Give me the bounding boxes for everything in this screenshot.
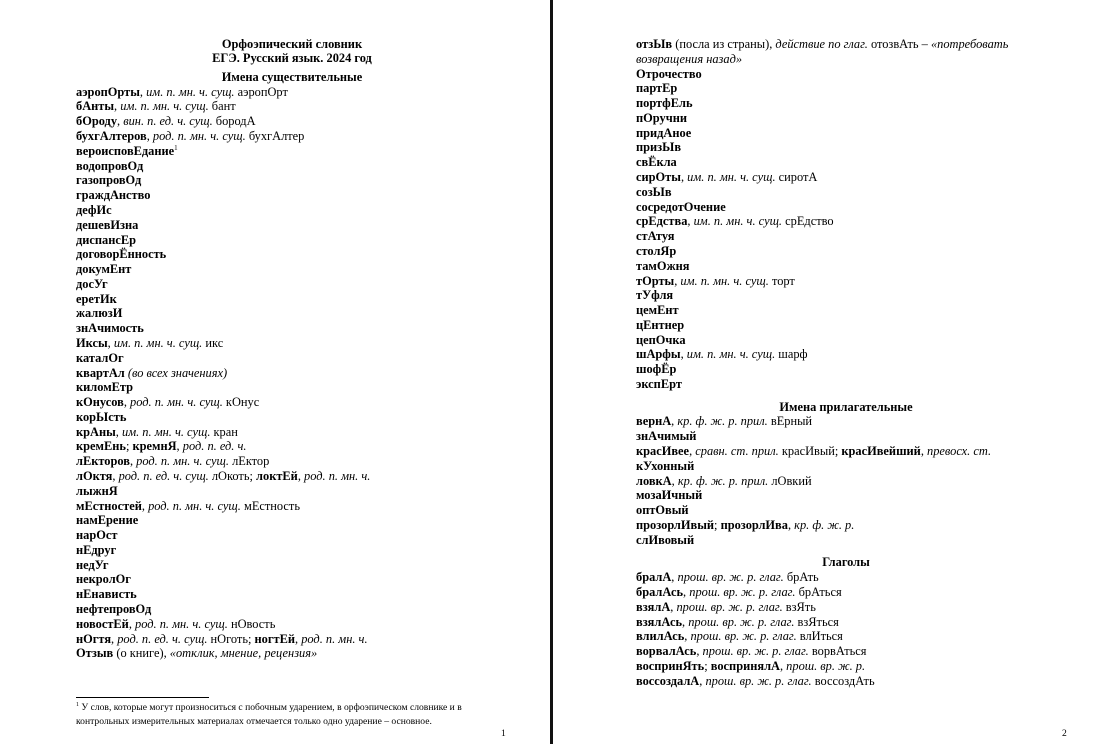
dictionary-entry [76, 587, 508, 602]
headword: лыжнЯ [76, 483, 118, 498]
entry-text: , [671, 473, 678, 488]
entry-text: воссоздАть [811, 673, 875, 688]
headword: воссоздалА [636, 673, 700, 688]
headword: отзЫв [636, 37, 673, 51]
dictionary-entry [636, 244, 1056, 259]
entry-text: , [107, 335, 114, 350]
entry-text: нОвость [227, 616, 276, 631]
dictionary-entry [76, 543, 508, 558]
dictionary-entry [636, 615, 1056, 630]
dictionary-entry [76, 572, 508, 587]
entry-text: , [671, 570, 678, 585]
headword: дешевИзна [76, 217, 139, 232]
entry-text: , [115, 424, 122, 439]
entry-text: , [920, 444, 928, 459]
footnote-ref: 1 [174, 143, 178, 152]
grammar-note: «отклик, мнение, рецензия» [169, 646, 318, 661]
headword: мЕстностей [76, 498, 142, 513]
dictionary-entry [76, 646, 508, 661]
section-title-adjectives: Имена прилагательные [779, 399, 913, 414]
dictionary-entry [636, 644, 1056, 659]
headword: нЕдруг [76, 542, 117, 557]
headword: красИвее [636, 444, 690, 459]
headword: вероисповЕдание [76, 143, 175, 158]
dictionary-entry [636, 503, 1056, 518]
dictionary-entry [636, 318, 1056, 333]
entry-text: , [114, 99, 121, 114]
grammar-note: возвращения назад» [636, 51, 743, 66]
dictionary-entry [76, 395, 508, 410]
headword: договорЁнность [76, 247, 167, 262]
entry-text: , [680, 170, 688, 185]
dictionary-entry [636, 37, 1056, 52]
footnote-separator [76, 697, 209, 698]
headword: оптОвый [636, 503, 689, 518]
dictionary-entry [76, 484, 508, 499]
dictionary-entry [76, 439, 508, 454]
dictionary-entry [76, 410, 508, 425]
entry-text: , [297, 469, 305, 484]
headword: портфЕль [636, 96, 693, 111]
headword: столЯр [636, 243, 677, 258]
entry-text: (о книге), [113, 646, 170, 661]
headword: бралА [636, 570, 672, 585]
dictionary-entry [636, 444, 1056, 459]
dictionary-entry [76, 499, 508, 514]
headword: придАное [636, 125, 692, 140]
footnote [76, 701, 516, 729]
dictionary-entry [636, 259, 1056, 274]
headword: граждАнство [76, 188, 151, 203]
grammar-note: (во всех значениях) [127, 365, 228, 380]
dictionary-entry [76, 203, 508, 218]
footnote-text: У слов, которые могут произноситься с побочным ударением, в орфоэпическом словнике и в контрольных измерительных материалах отмечается только одно ударение – основное. [76, 702, 462, 727]
headword: ногтЕй [254, 631, 295, 646]
headword: мозаИчный [636, 488, 703, 503]
entry-text: , [176, 439, 183, 454]
grammar-note: прош. вр. ж. р. глаг. [689, 584, 796, 599]
headword: аэропОрты [76, 84, 140, 99]
headword: созЫв [636, 184, 672, 199]
dictionary-entry [76, 632, 508, 647]
headword: стАтуя [636, 229, 675, 244]
headword: цепОчка [636, 332, 686, 347]
headword: прозорлИвый [636, 517, 715, 532]
dictionary-entry [76, 218, 508, 233]
entry-text: , [117, 114, 124, 129]
entry-text: кран [210, 424, 238, 439]
dictionary-entry [76, 528, 508, 543]
entry-text: , [687, 214, 694, 229]
grammar-note: им. п. мн. ч. сущ. [693, 214, 783, 229]
dictionary-entry [636, 362, 1056, 377]
headword: тОрты [636, 273, 675, 288]
headword: диспансЕр [76, 232, 137, 247]
dictionary-entry [636, 229, 1056, 244]
grammar-note: род. п. мн. ч. сущ. [135, 616, 228, 631]
entry-text: шарф [775, 347, 808, 362]
dictionary-entry [76, 262, 508, 277]
headword: шофЁр [636, 362, 677, 377]
headword: воспринялА [710, 658, 780, 673]
dictionary-entry [76, 277, 508, 292]
headword: намЕрение [76, 513, 139, 528]
grammar-note: прош. вр. ж. р. [786, 658, 866, 673]
headword: дефИс [76, 202, 112, 217]
footnote-mark: 1 [76, 701, 79, 708]
dictionary-entry [76, 306, 508, 321]
grammar-note: им. п. мн. ч. сущ. [680, 273, 769, 288]
entry-text: бухгАлтер [245, 129, 305, 144]
grammar-note: прош. вр. ж. р. глаг. [677, 570, 784, 585]
headword: влилАсь [636, 629, 685, 644]
dictionary-entry [76, 85, 508, 100]
dictionary-entry [76, 454, 508, 469]
grammar-note: сравн. ст. прил. [695, 444, 779, 459]
entry-text: икс [202, 335, 224, 350]
headword: локтЕй [256, 469, 298, 484]
entry-text: ворвАться [808, 644, 867, 659]
headword: газопровОд [76, 173, 142, 188]
headword: еретИк [76, 291, 117, 306]
grammar-note: род. п. ед. ч. сущ. [118, 469, 209, 484]
dictionary-entry [636, 674, 1056, 689]
dictionary-entry [636, 629, 1056, 644]
headword: прозорлИва [720, 517, 788, 532]
document-title [76, 37, 508, 65]
headword: ворвалАсь [636, 644, 697, 659]
dictionary-entry [636, 81, 1056, 96]
entry-text: , [689, 444, 696, 459]
dictionary-entry [76, 292, 508, 307]
grammar-note: вин. п. ед. ч. сущ. [123, 114, 213, 129]
headword: кУхонный [636, 458, 695, 473]
entry-text: , [787, 517, 795, 532]
entry-text: , [295, 631, 302, 646]
headword: красИвейший [841, 444, 921, 459]
entry-text: , [123, 395, 131, 410]
grammar-note: прош. вр. ж. р. глаг. [676, 599, 783, 614]
grammar-note: им. п. мн. ч. сущ. [113, 335, 203, 350]
dictionary-entry [636, 200, 1056, 215]
headword: корЫсть [76, 409, 127, 424]
headword: каталОг [76, 350, 124, 365]
headword: тУфля [636, 288, 674, 303]
dictionary-entry [636, 170, 1056, 185]
dictionary-entry [636, 347, 1056, 362]
grammar-note: прош. вр. ж. р. глаг. [688, 614, 795, 629]
dictionary-entry [636, 585, 1056, 600]
headword: Отрочество [636, 66, 702, 81]
entry-text: , [128, 616, 136, 631]
headword: вернА [636, 414, 672, 429]
grammar-note: им. п. мн. ч. сущ. [146, 84, 235, 99]
dictionary-entry [76, 247, 508, 262]
dictionary-entry [636, 52, 1056, 67]
page-number: 2 [1062, 728, 1067, 739]
dictionary-entry [636, 155, 1056, 170]
entry-text: бородА [212, 114, 256, 129]
headword: цемЕнт [636, 303, 679, 318]
headword: воспринЯть [636, 658, 705, 673]
entry-text: , [139, 84, 147, 99]
entry-text: лЕктор [228, 454, 270, 469]
page-1-column [76, 37, 508, 661]
headword: некролОг [76, 572, 131, 587]
headword: взялАсь [636, 614, 683, 629]
dictionary-entry [76, 188, 508, 203]
headword: новостЕй [76, 616, 129, 631]
headword: жалюзИ [76, 306, 123, 321]
grammar-note: кр. ф. ж. р. прил. [677, 473, 769, 488]
entry-text: вЕрный [767, 414, 813, 429]
verb-list [636, 570, 1056, 688]
headword: бралАсь [636, 584, 684, 599]
dictionary-entry [76, 469, 508, 484]
entry-text: красИвый; [778, 444, 842, 459]
section-title-nouns: Имена существительные [221, 70, 363, 84]
headword: нЕнависть [76, 587, 137, 602]
headword: водопровОд [76, 158, 144, 173]
dictionary-entry [76, 602, 508, 617]
dictionary-entry [76, 144, 508, 159]
grammar-note: род. п. мн. ч. сущ. [136, 454, 229, 469]
dictionary-entry [636, 414, 1056, 429]
grammar-note: превосх. ст. [927, 444, 992, 459]
headword: ловкА [636, 473, 672, 488]
dictionary-entry [636, 459, 1056, 474]
dictionary-entry [76, 233, 508, 248]
dictionary-entry [636, 659, 1056, 674]
entry-text: , [684, 629, 691, 644]
page-2-column [636, 37, 1056, 688]
entry-text: , [699, 673, 706, 688]
grammar-note: род. п. мн. ч. [301, 631, 368, 646]
adjective-list [636, 414, 1056, 547]
headword: квартАл [76, 365, 125, 380]
noun-list-continued [636, 37, 1056, 392]
entry-text: брАться [795, 584, 842, 599]
grammar-note: им. п. мн. ч. сущ. [687, 170, 776, 185]
headword: призЫв [636, 140, 682, 155]
grammar-note: прош. вр. ж. р. глаг. [690, 629, 797, 644]
headword: недУг [76, 557, 109, 572]
headword: взялА [636, 599, 671, 614]
entry-text: , [682, 614, 689, 629]
dictionary-entry [636, 303, 1056, 318]
entry-text: кОнус [222, 395, 260, 410]
headword: киломЕтр [76, 380, 134, 395]
headword: докумЕнт [76, 262, 132, 277]
entry-text: бант [208, 99, 236, 114]
entry-text: брАть [783, 570, 819, 585]
dictionary-entry [636, 600, 1056, 615]
dictionary-entry [636, 274, 1056, 289]
grammar-note: «потребовать [930, 37, 1009, 51]
headword: цЕнтнер [636, 317, 685, 332]
dictionary-entry [636, 111, 1056, 126]
dictionary-entry [636, 67, 1056, 82]
headword: бАнты [76, 99, 115, 114]
dictionary-entry [636, 429, 1056, 444]
dictionary-entry [636, 488, 1056, 503]
dictionary-entry [636, 96, 1056, 111]
dictionary-entry [76, 617, 508, 632]
dictionary-entry [636, 126, 1056, 141]
entry-text: торт [768, 273, 795, 288]
headword: экспЕрт [636, 376, 682, 391]
grammar-note: кр. ф. ж. р. [794, 517, 855, 532]
grammar-note: род. п. мн. ч. сущ. [130, 395, 223, 410]
noun-list [76, 85, 508, 661]
grammar-note: им. п. мн. ч. сущ. [122, 424, 211, 439]
entry-text: ; [714, 517, 721, 532]
dictionary-entry [636, 214, 1056, 229]
headword: бухгАлтеров [76, 129, 147, 144]
entry-text: (посла из страны), [672, 37, 776, 51]
headword: слИвовый [636, 532, 695, 547]
entry-text: ; [704, 658, 711, 673]
entry-text: , [141, 498, 149, 513]
entry-text: , [112, 469, 119, 484]
entry-text: лОвкий [768, 473, 812, 488]
headword: Отзыв [76, 646, 114, 661]
dictionary-entry [76, 513, 508, 528]
dictionary-entry [76, 129, 508, 144]
grammar-note: кр. ф. ж. р. прил. [677, 414, 768, 429]
entry-text: , [680, 347, 687, 362]
entry-text: аэропОрт [234, 84, 288, 99]
headword: нефтепровОд [76, 602, 152, 617]
entry-text: , [671, 414, 678, 429]
dictionary-entry [636, 140, 1056, 155]
dictionary-entry [636, 518, 1056, 533]
dictionary-entry [76, 425, 508, 440]
dictionary-entry [76, 380, 508, 395]
dictionary-entry [636, 533, 1056, 548]
entry-text: нОготь; [207, 631, 255, 646]
dictionary-entry [76, 321, 508, 336]
headword: партЕр [636, 81, 678, 96]
dictionary-entry [76, 173, 508, 188]
dictionary-entry [76, 351, 508, 366]
entry-text: , [779, 658, 787, 673]
dictionary-entry [636, 570, 1056, 585]
grammar-note: прош. вр. ж. р. глаг. [705, 673, 812, 688]
headword: сирОты [636, 170, 681, 185]
entry-text: отозвАть – [867, 37, 931, 51]
dictionary-entry [76, 99, 508, 114]
headword: досУг [76, 276, 108, 291]
headword: нарОст [76, 528, 118, 543]
entry-text: взЯться [794, 614, 839, 629]
page-number: 1 [501, 728, 506, 739]
headword: пОручни [636, 110, 687, 125]
headword: лОктя [76, 469, 113, 484]
headword: кремнЯ [132, 439, 177, 454]
entry-text: , [129, 454, 137, 469]
headword: кремЕнь [76, 439, 126, 454]
section-title-verbs: Глаголы [822, 555, 870, 570]
dictionary-entry [76, 114, 508, 129]
headword: знАчимый [636, 429, 697, 444]
entry-text: ; [125, 439, 133, 454]
headword: бОроду [76, 114, 118, 129]
entry-text: сиротА [775, 170, 818, 185]
headword: крАны [76, 424, 116, 439]
headword: свЁкла [636, 155, 677, 170]
dictionary-entry [636, 333, 1056, 348]
entry-text: , [683, 584, 690, 599]
entry-text: влИться [796, 629, 843, 644]
dictionary-entry [636, 474, 1056, 489]
headword: сосредотОчение [636, 199, 726, 214]
grammar-note: действие по глаг. [775, 37, 868, 51]
grammar-note: прош. вр. ж. р. глаг. [702, 644, 809, 659]
grammar-note: им. п. мн. ч. сущ. [686, 347, 776, 362]
grammar-note: род. п. мн. ч. сущ. [148, 498, 241, 513]
entry-text: мЕстность [240, 498, 300, 513]
document-page-1 [0, 0, 550, 744]
grammar-note: им. п. мн. ч. сущ. [120, 99, 209, 114]
entry-text: , [111, 631, 118, 646]
dictionary-entry [76, 366, 508, 381]
headword: кОнусов [76, 395, 124, 410]
entry-text: взЯть [782, 599, 816, 614]
headword: Иксы [76, 335, 108, 350]
headword: нОгтя [76, 631, 112, 646]
dictionary-entry [76, 336, 508, 351]
grammar-note: род. п. мн. ч. [304, 469, 371, 484]
dictionary-entry [76, 558, 508, 573]
dictionary-entry [76, 159, 508, 174]
dictionary-entry [636, 377, 1056, 392]
dictionary-entry [636, 185, 1056, 200]
grammar-note: род. п. ед. ч. [182, 439, 247, 454]
entry-text: срЕдство [782, 214, 834, 229]
title-line-1: Орфоэпический словник [221, 37, 363, 51]
grammar-note: род. п. мн. ч. сущ. [152, 129, 246, 144]
grammar-note: род. п. ед. ч. сущ. [117, 631, 208, 646]
headword: шАрфы [636, 347, 681, 362]
entry-text: , [670, 599, 677, 614]
entry-text: лОкоть; [208, 469, 257, 484]
entry-text: , [674, 273, 681, 288]
entry-text: , [696, 644, 703, 659]
headword: срЕдства [636, 214, 688, 229]
title-line-2: ЕГЭ. Русский язык. 2024 год [212, 51, 372, 65]
headword: лЕкторов [76, 454, 130, 469]
entry-text: , [146, 129, 153, 144]
headword: тамОжня [636, 258, 690, 273]
dictionary-entry [636, 288, 1056, 303]
document-page-2 [553, 0, 1101, 744]
headword: знАчимость [76, 321, 144, 336]
